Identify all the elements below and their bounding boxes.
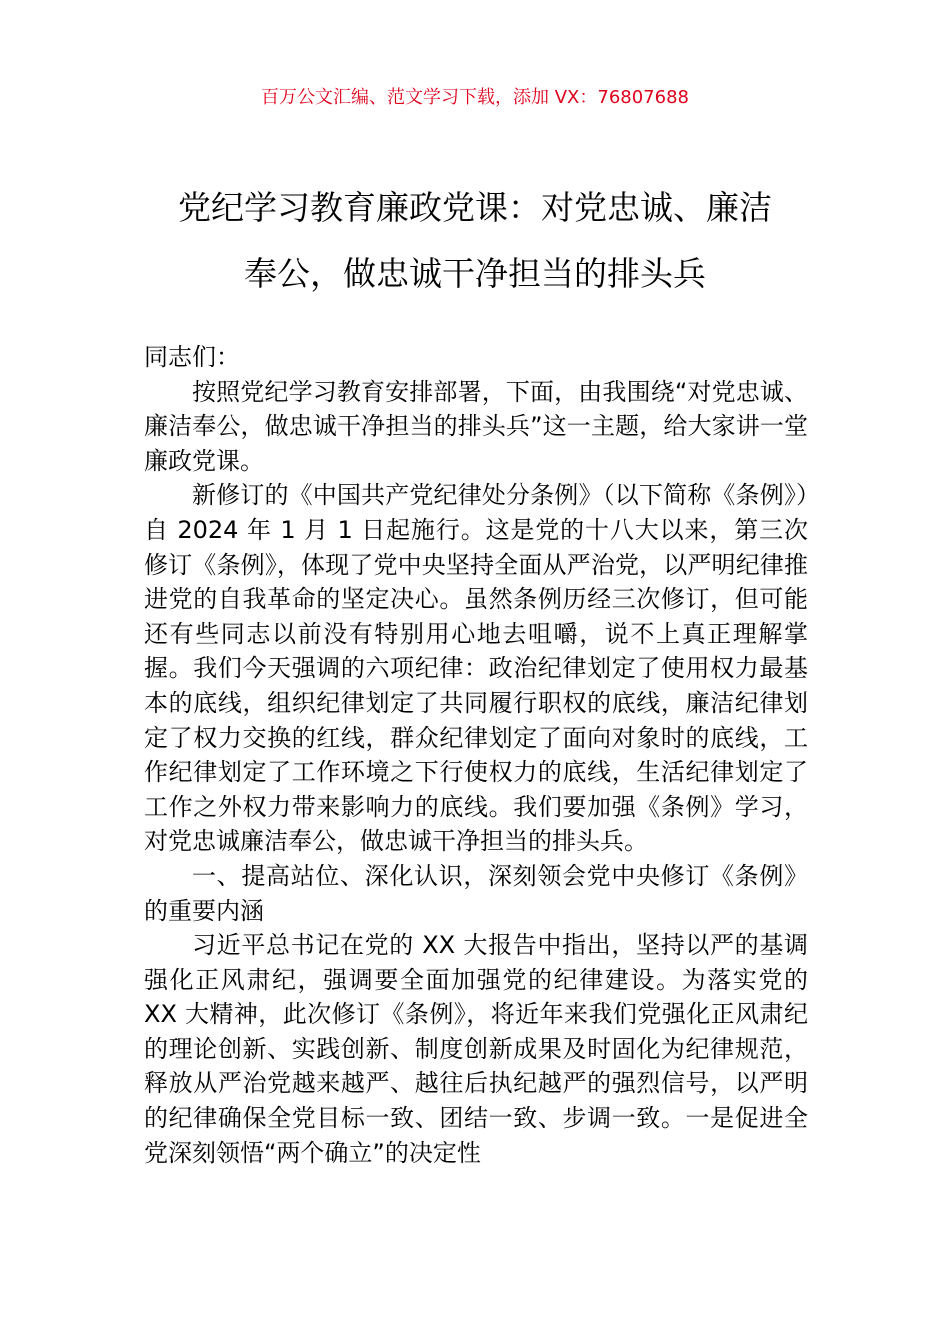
title-line-2: 奉公，做忠诚干净担当的排头兵 [244, 254, 706, 293]
title-line-1: 党纪学习教育廉政党课：对党忠诚、廉洁 [178, 188, 772, 227]
paragraph-section-1: 习近平总书记在党的 XX 大报告中指出，坚持以严的基调强化正风肃纪，强调要全面加强党的纪律建设。为落实党的 XX 大精神，此次修订《条例》，将近年来我们党强化正风肃纪的理论创新、实践创新、制度创新成果及时固化为纪律规范，释放从严治党越来越严、越往后执纪越严的强烈信号，以严明的纪律确保全党目标一致、团结一致、步调一致。一是促进全党深刻领悟“两个确立”的决定性 [144, 931, 808, 1167]
salutation: 同志们： [144, 343, 240, 371]
paragraph-intro: 按照党纪学习教育安排部署，下面，由我围绕“对党忠诚、廉洁奉公，做忠诚干净担当的排头兵”这一主题，给大家讲一堂廉政党课。 [144, 377, 808, 475]
section-heading-1: 一、提高站位、深化认识，深刻领会党中央修订《条例》的重要内涵 [144, 861, 808, 925]
document-body [144, 340, 808, 1170]
document-title [100, 175, 850, 307]
header-banner: 百万公文汇编、范文学习下载，添加 VX：76807688 [261, 87, 689, 108]
paragraph-regulation: 新修订的《中国共产党纪律处分条例》（以下简称《条例》）自 2024 年 1 月 1 日起施行。这是党的十八大以来，第三次修订《条例》，体现了党中央坚持全面从严治党，以严明纪律推进党的自我革命的坚定决心。虽然条例历经三次修订，但可能还有些同志以前没有特别用心地去咀嚼，说不上真正理解掌握。我们今天强调的六项纪律：政治纪律划定了使用权力最基本的底线，组织纪律划定了共同履行职权的底线，廉洁纪律划定了权力交换的红线，群众纪律划定了面向对象时的底线，工作纪律划定了工作环境之下行使权力的底线，生活纪律划定了工作之外权力带来影响力的底线。我们要加强《条例》学习，对党忠诚廉洁奉公，做忠诚干净担当的排头兵。 [144, 481, 808, 856]
